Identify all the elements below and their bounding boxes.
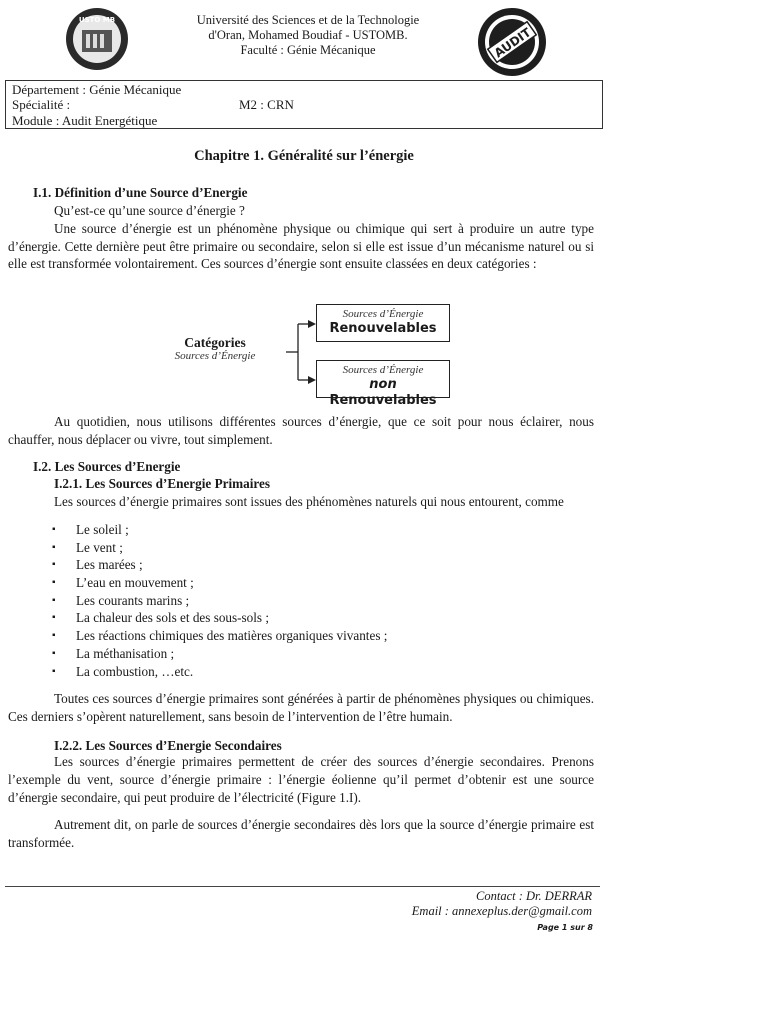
categories-subtitle: Sources d’Énergie xyxy=(174,350,256,362)
footer-divider xyxy=(5,886,600,887)
module-label: Module : Audit Energétique xyxy=(12,113,158,128)
primary-sources-list xyxy=(52,521,387,680)
faculty-line: Faculté : Génie Mécanique xyxy=(240,43,376,57)
university-header xyxy=(130,13,486,58)
university-name-line2: d'Oran, Mohamed Boudiaf - USTOMB. xyxy=(208,28,408,42)
categories-node xyxy=(160,335,270,363)
university-logo xyxy=(64,6,130,72)
definition-paragraph-text: Une source d’énergie est un phénomène physique ou chimique qui sert à produire un autre type d’énergie. Cette dernière peut être primaire ou secondaire, selon si elle est issue d’un mécanisme naturel ou si elle est transformée volontairement. Ces sources d’énergie sont ensuite classées en deux catégories : xyxy=(8,221,594,271)
non-renewable-box-title xyxy=(317,377,449,409)
svg-text:USTO MB: USTO MB xyxy=(78,16,116,24)
renewable-box-subtitle: Sources d’Énergie xyxy=(342,308,424,320)
daily-paragraph xyxy=(8,413,594,449)
department-label: Département : Génie Mécanique xyxy=(12,82,182,97)
subsection-heading-primary: I.2.1. Les Sources d’Energie Primaires xyxy=(54,476,270,491)
subsection-heading-secondary: I.2.2. Les Sources d’Energie Secondaires xyxy=(54,738,282,753)
list-item: ▪ Le vent ; xyxy=(52,539,387,557)
daily-paragraph-text: Au quotidien, nous utilisons différentes sources d’énergie, que ce soit pour nous éclairer, nous chauffer, nous déplacer ou vivre, tout simplement. xyxy=(8,414,594,447)
definition-question: Qu’est-ce qu’une source d’énergie ? xyxy=(54,203,245,218)
list-item: ▪ La combustion, …etc. xyxy=(52,663,387,681)
list-item: ▪ Les courants marins ; xyxy=(52,592,387,610)
list-item: ▪ L’eau en mouvement ; xyxy=(52,574,387,592)
chapter-title: Chapitre 1. Généralité sur l’énergie xyxy=(194,148,414,164)
primary-paragraph-text: Toutes ces sources d’énergie primaires sont générées à partir de phénomènes physiques ou chimiques. Ces derniers s’opèrent naturellement, sans besoin de l’intervention de l’être humain. xyxy=(8,691,594,724)
section-heading-definition: I.1. Définition d’une Source d’Energie xyxy=(33,185,248,200)
non-renewable-prefix: non xyxy=(369,377,397,392)
categories-title: Catégories xyxy=(184,335,246,350)
audit-logo xyxy=(476,6,548,78)
list-item: ▪ La méthanisation ; xyxy=(52,645,387,663)
list-item: ▪ Les réactions chimiques des matières organiques vivantes ; xyxy=(52,627,387,645)
secondary-paragraph xyxy=(8,753,594,807)
final-paragraph xyxy=(8,816,594,852)
speciality-label: Spécialité : xyxy=(12,97,71,112)
diagram-connectors xyxy=(280,318,320,388)
renewable-box-title: Renouvelables xyxy=(329,321,437,336)
footer-contact: Contact : Dr. DERRAR xyxy=(476,889,592,903)
list-item: ▪ La chaleur des sols et des sous-sols ; xyxy=(52,609,387,627)
footer-email: Email : annexeplus.der@gmail.com xyxy=(411,904,592,918)
definition-paragraph xyxy=(8,220,594,273)
non-renewable-label: Renouvelables xyxy=(329,393,437,408)
list-item: ▪ Le soleil ; xyxy=(52,521,387,539)
final-paragraph-text: Autrement dit, on parle de sources d’énergie secondaires dès lors que la source d’énergie primaire est transformée. xyxy=(8,817,594,850)
non-renewable-sources-box xyxy=(316,360,450,408)
page-number: Page 1 sur 8 xyxy=(537,923,593,932)
university-name-line1: Université des Sciences et de la Technologie xyxy=(196,13,420,27)
level-label: M2 : CRN xyxy=(239,97,294,112)
primary-paragraph xyxy=(8,690,594,726)
renewable-sources-box xyxy=(316,304,450,342)
course-info-box xyxy=(5,80,603,129)
primary-intro: Les sources d’énergie primaires sont issues des phénomènes naturels qui nous entourent, comme xyxy=(54,494,564,509)
svg-text:AUDIT: AUDIT xyxy=(491,25,534,61)
non-renewable-box-subtitle: Sources d’Énergie xyxy=(342,364,424,376)
section-heading-sources: I.2. Les Sources d’Energie xyxy=(33,459,181,474)
secondary-paragraph-text: Les sources d’énergie primaires permettent de créer des sources d’énergie secondaires. Prenons l’exemple du vent, source d’énergie primaire : l’énergie éolienne qu’il permet d’obtenir est une source d’énergie secondaire, qui peut produire de l’électricité (Figure 1.I). xyxy=(8,754,594,805)
list-item: ▪ Les marées ; xyxy=(52,556,387,574)
